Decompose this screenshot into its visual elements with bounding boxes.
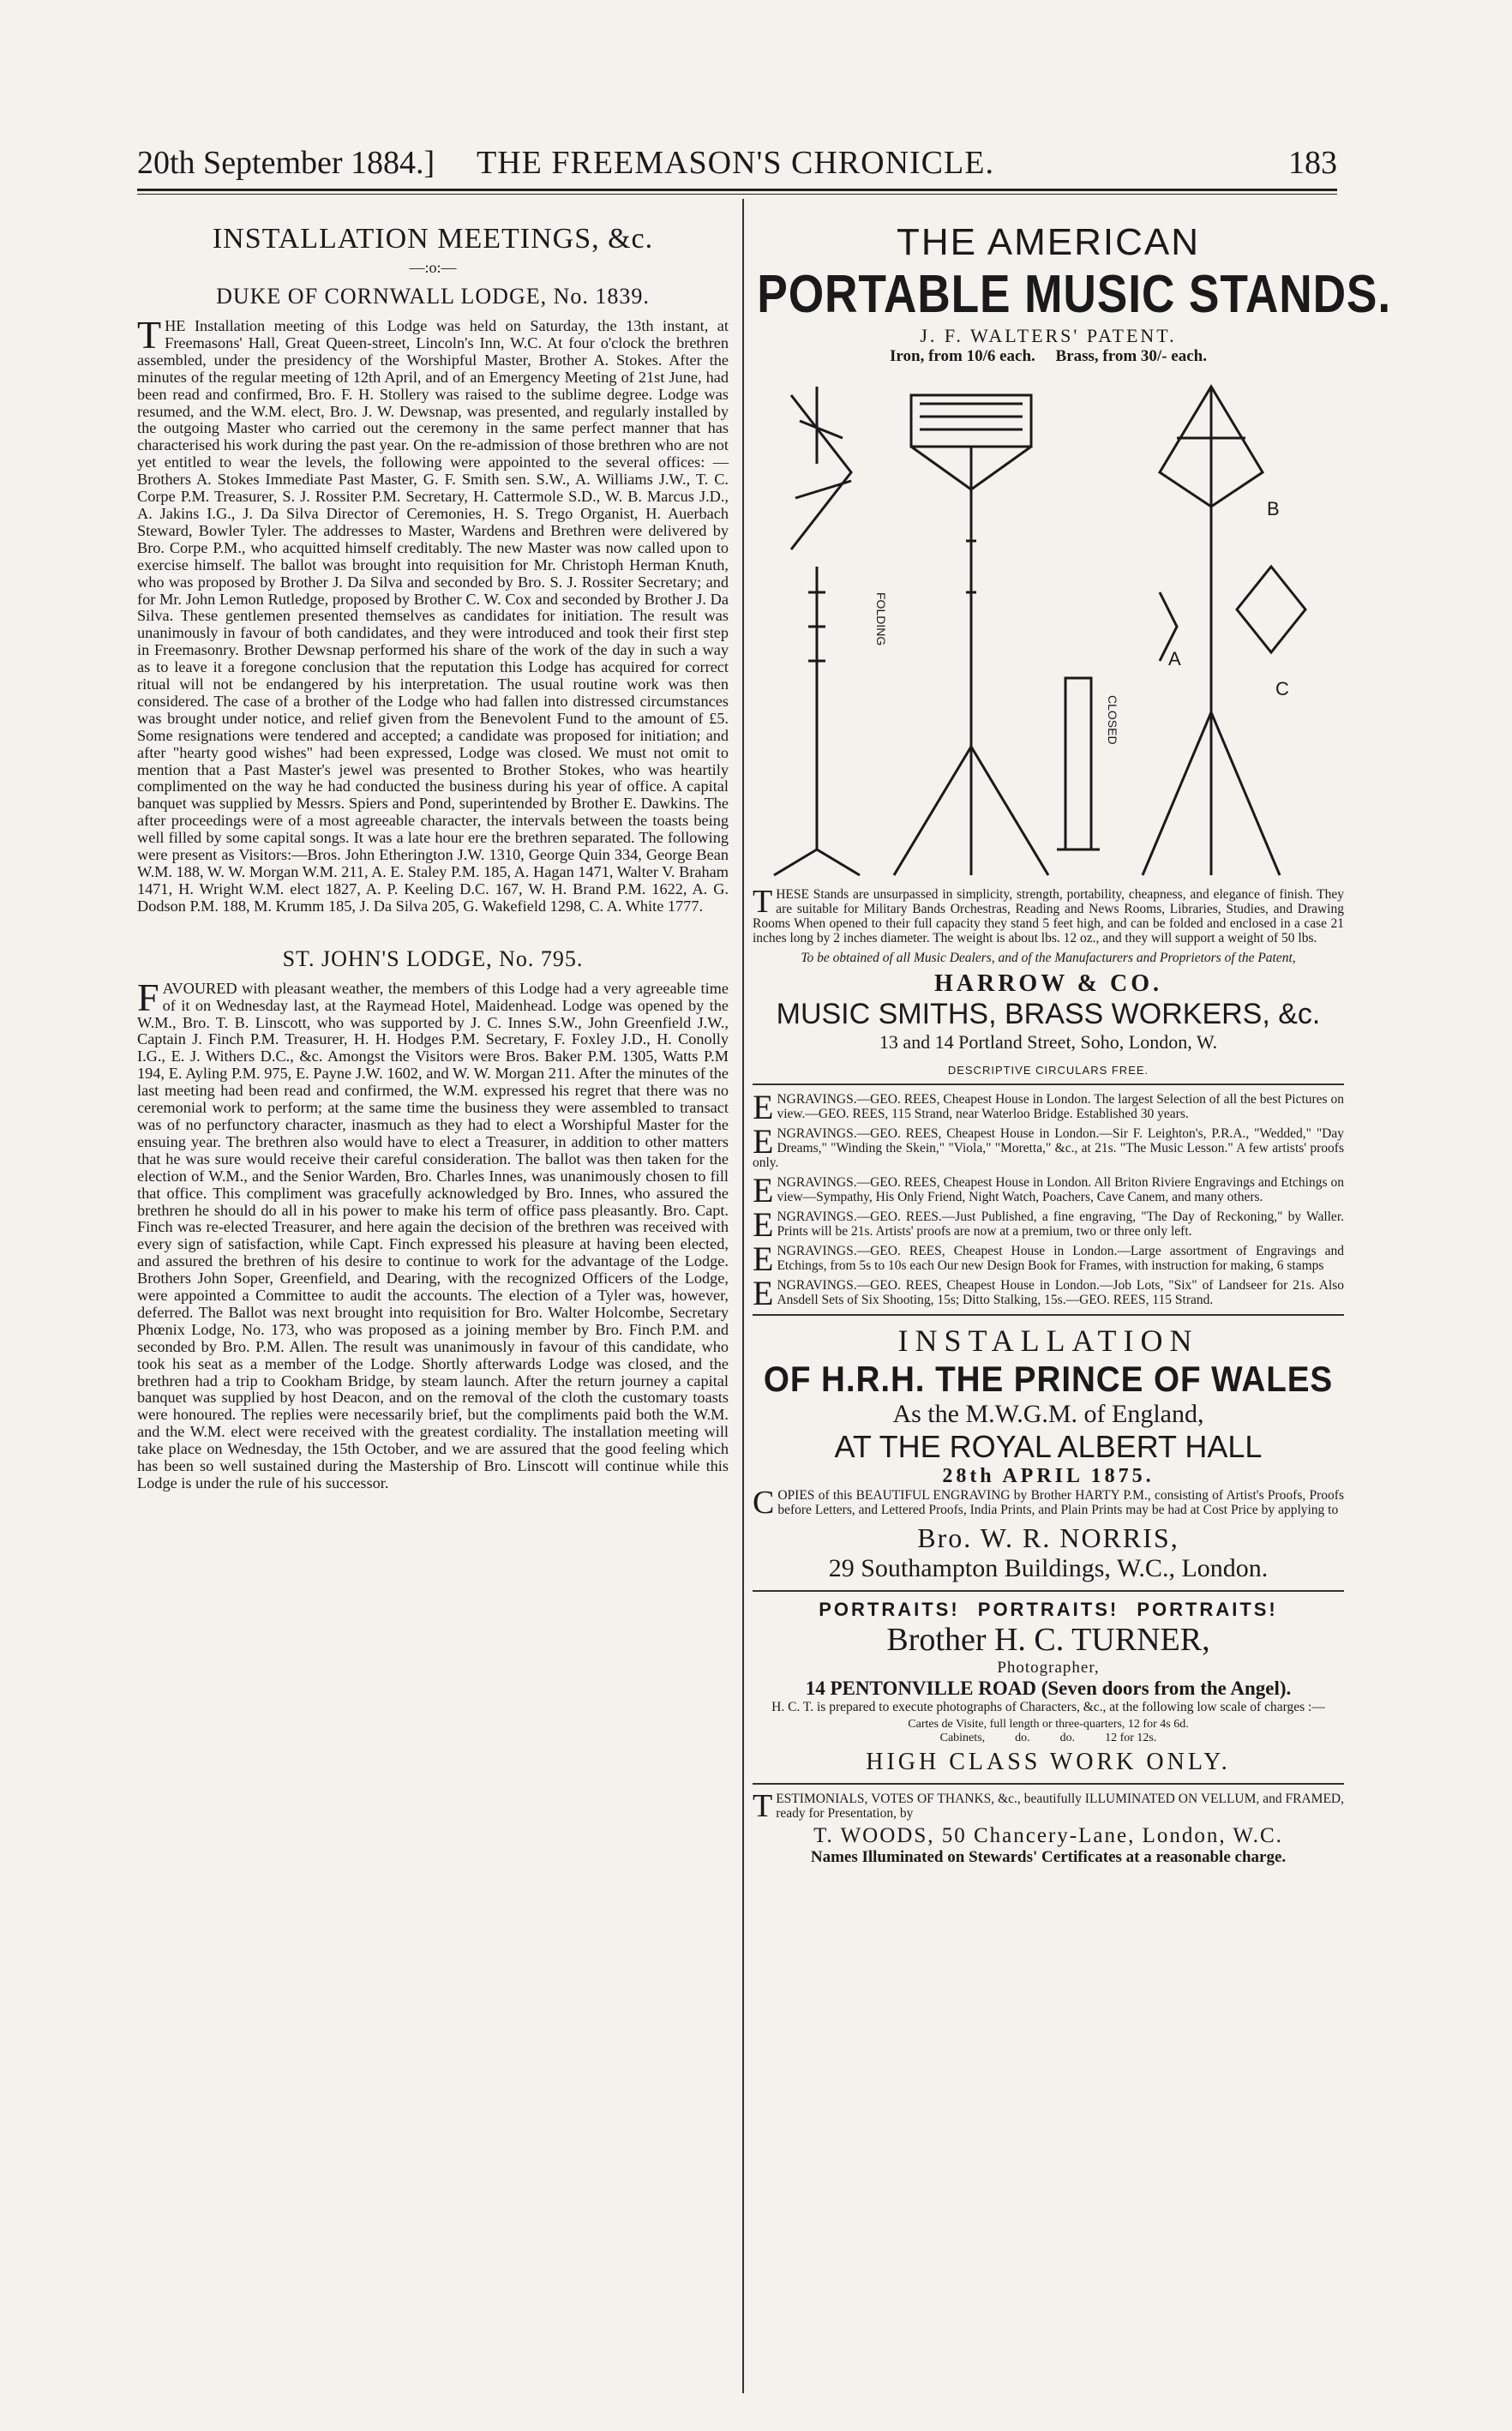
article-body <box>137 313 729 915</box>
drop-cap: E <box>753 1205 774 1244</box>
advert-text: NGRAVINGS.—GEO. REES.—Just Published, a fine engraving, "The Day of Reckoning," by Waller. Prints will be 21s. Artists' proofs are now at a premium, two or three only left. <box>777 1209 1344 1239</box>
right-stand-drawing <box>1143 387 1305 875</box>
section-title: INSTALLATION MEETINGS, &c. <box>212 223 654 255</box>
advert-divider <box>753 1083 1344 1085</box>
advert-divider <box>753 1783 1344 1785</box>
advert-headline: PORTABLE MUSIC STANDS. <box>757 265 1392 324</box>
left-column <box>137 223 729 1492</box>
page-number: 183 <box>1288 145 1337 181</box>
drop-cap: T <box>753 1788 773 1824</box>
advert-text: NGRAVINGS.—GEO. REES, Cheapest House in London.—Job Lots, "Six" of Landseer for 21s. Also Ansdell Sets of Six Shooting, 15s; Ditto Stalking, 15s.—GEO. REES, 115 Strand. <box>777 1278 1344 1307</box>
stand-label-c: C <box>1275 678 1289 699</box>
charges-intro: H. C. T. is prepared to execute photographs of Characters, &c., at the following low scale of charges :— <box>771 1700 1325 1714</box>
music-stands-advert <box>753 221 1392 1077</box>
obtain-note: To be obtained of all Music Dealers, and of the Manufacturers and Proprietors of the Patent, <box>801 951 1296 965</box>
price-row: Cabinets, do. do. 12 for 12s. <box>939 1732 1157 1744</box>
advert-divider <box>753 1314 1344 1316</box>
header-rule <box>137 189 1337 191</box>
stand-label-b: B <box>1267 498 1280 519</box>
patent-line: J. F. WALTERS' PATENT. <box>920 325 1177 346</box>
advert-text: NGRAVINGS.—GEO. REES, Cheapest House in London.—Sir F. Leighton's, P.R.A., "Wedded," "Day Dreams," "Winding the Skein," "Viola," "Moretta," &c., at 21s. "The Music Lesson." A few artists' proofs only. <box>753 1126 1344 1170</box>
article-body <box>137 975 729 1492</box>
header-rule-thin <box>137 194 1337 195</box>
engraving-advert <box>753 1205 1344 1244</box>
separator: —:o:— <box>409 259 457 276</box>
drop-cap: E <box>753 1171 774 1209</box>
engraving-advert <box>753 1274 1344 1312</box>
seller-address: 29 Southampton Buildings, W.C., London. <box>828 1554 1269 1582</box>
article-text: HE Installation meeting of this Lodge was held on Saturday, the 13th instant, at Freemasons' Hall, Great Queen-street, Lincoln's Inn, W.C. At four o'clock the brethren assembled, under the presidency of the Worshipful Master, Brother A. Stokes. After the minutes of the regular meeting of 12th April, and of an Emergency Meeting of 21st June, had been read and confirmed, Bro. F. H. Stollery was raised to the sublime degree. Lodge was resumed, and the W.M. elect, Bro. J. W. Dewsnap, was presented, and regularly installed by the outgoing Master who carried out the ceremony in the same perfect manner that has characterised his work during the past year. On the re-admission of those brethren who are not yet entitled to wear the levels, the following were appointed to the several offices: — Brothers A. Stokes Immediate Past Master, G. F. Smith sen. S.W., A. Williams J.W., T. C. Corpe P.M. Treasurer, S. J. Rossiter P.M. Secretary, H. Cattermole S.D., W. B. Marcus J.D., A. Jakins I.G., J. Da Silva Director of Ceremonies, H. S. Trego Organist, H. Auerbach Steward, Bowler Tyler. The addresses to Master, Wardens and Brethren were delivered by Bro. Corpe P.M., who acquitted himself creditably. The new Master was now called upon to exercise himself. The ballot was brought into requisition for Mr. Christoph Herman Knuth, who was proposed by Brother J. Da Silva and seconded by Bro. S. J. Rossiter Secretary; and for Mr. John Lemon Rutledge, proposed by Brother C. W. Cox and seconded by Brother J. Da Silva. These gentlemen presented themselves as candidates for initiation. The result was unanimously in favour of both candidates, and they were introduced and took their first step in Freemasonry. Brother Dewsnap performed his share of the work of the day in such a way as to leave it a foregone conclusion that the reputation this Lodge has acquired for correct ritual will not be endangered by his interpretation. The usual routine work was then considered. The case of a brother of the Lodge who had fallen into distressed circumstances was brought under notice, and relief given from the Benevolent Fund to the amount of £5. Some resignations were tendered and accepted; a candidate was proposed for initiation; and after "hearty good wishes" had been expressed, Lodge was closed. We must not omit to mention that a Past Master's jewel was presented to Brother Stokes, who was heartily complimented on the way he had conducted the business during his year of office. A capital banquet was supplied by Messrs. Spiers and Pond, superintended by Brother E. Dawkins. The after proceedings were of a most agreeable character, the intervals between the toasts being well filled by some capital songs. It was a late hour ere the brethren separated. The following were present as Visitors:—Bros. John Etherington J.W. 1310, George Quin 334, George Bean W.M. 188, W. W. Morgan W.M. 211, A. E. Staley P.M. 185, A. Hagan 1471, Walter V. Braham 1471, H. Wright W.M. elect 1827, A. P. Keeling D.C. 167, W. H. Brand P.M. 1622, A. G. Dodson P.M. 188, M. Krumm 185, J. Da Silva 205, G. Wakefield 1298, C. A. White 1777. <box>137 317 729 915</box>
publication-title: THE FREEMASON'S CHRONICLE. <box>477 145 994 181</box>
stand-label-a: A <box>1168 648 1181 669</box>
right-column <box>753 221 1392 1867</box>
advert-subheading: As the M.W.G.M. of England, <box>892 1400 1204 1428</box>
stand-description <box>753 884 1344 945</box>
illuminator-tagline: Names Illuminated on Stewards' Certificates at a reasonable charge. <box>810 1848 1287 1866</box>
advert-heading: INSTALLATION <box>897 1324 1199 1358</box>
portraits-advert <box>753 1599 1344 1776</box>
article-title: ST. JOHN'S LODGE, No. 795. <box>282 945 584 971</box>
engraving-advert <box>753 1171 1344 1209</box>
engraving-advert <box>753 1122 1344 1170</box>
photographer-role: Photographer, <box>997 1659 1100 1677</box>
article-text: AVOURED with pleasant weather, the members of this Lodge had a very agreeable time of it on Wednesday last, at the Raymead Hotel, Maidenhead. Lodge was opened by the W.M., Bro. T. B. Linscott, who was supported by J. C. Innes S.W., John Greenfield J.W., Captain J. Finch P.M. Treasurer, H. H. Hodges P.M. Secretary, F. Foxley J.D., H. Conolly I.G., E. J. Withers D.C., &c. Amongst the Visitors were Bros. Baker P.M. 1305, Watts P.M 194, E. Ayling P.M. 975, E. Payne J.W. 1602, and W. W. Morgan 211. After the minutes of the last meeting had been read and confirmed, the W.M. expressed his regret that there was no ceremonial work to perform; at the same time the business they were assembled to transact was of no perfunctory character, inasmuch as they had to elect a Worshipful Master for the ensuing year. The brethren also would have to elect a Treasurer, in addition to other matters that he was sure would receive their careful consideration. The ballot was then taken for the election of W.M., and the Senior Warden, Bro. Charles Innes, was unanimously chosen to fill that office. This compliment was gracefully acknowledged by Bro. Innes, who assured the brethren he should do all in his power to make his term of office pass pleasantly. Bro. Capt. Finch was re-elected Treasurer, and here again the decision of the brethren was received with every sign of satisfaction, while Capt. Finch expressed his pleasure at having been elected, and assured the brethren of his desire to continue to work for the advantage of the Lodge. Brothers John Soper, Greenfield, and Dearing, with the recognized Officers of the Lodge, were appointed a Committee to audit the accounts. The election of a Tyler was, however, deferred. The Ballot was next brought into requisition for Bro. Walter Holcombe, Secretary Phœnix Lodge, No. 173, who was proposed as a joining member by Bro. Finch P.M. and seconded by Bro. P.M. Allen. The result was unanimously in favour of this candidate, who took his seat as a member of the Lodge. Shortly afterwards Lodge was closed, and the brethren had a trip to Cookham Bridge, by steam launch. After the return journey a capital banquet was supplied by host Deacon, and on the removal of the cloth the customary toasts were honoured. The replies were necessarily brief, but the compliments paid both the W.M. and the W.M. elect were received with the greatest cordiality. The installation meeting will take place on Wednesday, the 15th October, and we are assured that the good feeling which has been so well sustained during the Mastership of Bro. Linscott will continue while this Lodge is under the rule of his successor. <box>137 979 729 1492</box>
issue-date: 20th September 1884.] <box>137 145 435 181</box>
drop-cap: F <box>137 975 159 1019</box>
music-stand-illustration <box>757 369 1340 884</box>
photographer-name: Brother H. C. TURNER, <box>886 1622 1210 1658</box>
drop-cap: E <box>753 1240 774 1278</box>
firm-address: 13 and 14 Portland Street, Soho, London, W. <box>879 1031 1218 1053</box>
firm-trade: MUSIC SMITHS, BRASS WORKERS, &c. <box>776 998 1321 1030</box>
testimonials-text <box>753 1788 1344 1824</box>
drop-cap: T <box>753 884 773 920</box>
folded-stand-drawing <box>774 387 860 875</box>
advert-headline: OF H.R.H. THE PRINCE OF WALES <box>763 1359 1334 1399</box>
advert-text: NGRAVINGS.—GEO. REES, Cheapest House in London.—Large assortment of Engravings and Etchings, from 5s to 10s each Our new Design Book for Frames, with instruction for making, 6 stamps <box>777 1244 1344 1273</box>
article-title: DUKE OF CORNWALL LODGE, No. 1839. <box>216 284 650 309</box>
engravings-adverts <box>753 1088 1344 1312</box>
drop-cap: C <box>753 1485 775 1521</box>
folding-label: FOLDING <box>874 592 888 646</box>
testimonials-body: ESTIMONIALS, VOTES OF THANKS, &c., beautifully ILLUMINATED ON VELLUM, and FRAMED, ready for Presentation, by <box>776 1792 1344 1821</box>
venue-line: AT THE ROYAL ALBERT HALL <box>834 1429 1263 1464</box>
drop-cap: E <box>753 1088 774 1126</box>
circulars-note: DESCRIPTIVE CIRCULARS FREE. <box>947 1064 1149 1077</box>
drop-cap: E <box>753 1274 774 1312</box>
illuminator-address: T. WOODS, 50 Chancery-Lane, London, W.C. <box>813 1824 1283 1847</box>
open-stand-drawing <box>894 395 1048 875</box>
price-line: Iron, from 10/6 each. Brass, from 30/- each. <box>890 347 1207 365</box>
drop-cap: E <box>753 1122 774 1161</box>
advert-text: NGRAVINGS.—GEO. REES, Cheapest House in London. The largest Selection of all the best Pictures on view.—GEO. REES, 115 Strand, near Waterloo Bridge. Established 30 years. <box>777 1092 1344 1121</box>
running-head <box>137 144 1337 182</box>
firm-name: HARROW & CO. <box>933 970 1163 997</box>
price-row: Cartes de Visite, full length or three-quarters, 12 for 4s 6d. <box>908 1718 1189 1731</box>
advert-headline: PORTRAITS! PORTRAITS! PORTRAITS! <box>819 1599 1278 1620</box>
description-text: HESE Stands are unsurpassed in simplicity, strength, portability, cheapness, and elegance of finish. They are suitable for Military Bands Orchestras, Reading and News Rooms, Libraries, Studies, and Drawing Rooms When opened to their full capacity they stand 5 feet high, and can be folded and enclosed in a case 21 inches long by 2 inches diameter. The weight is about lbs. 12 oz., and they will support a weight of 50 lbs. <box>753 887 1344 945</box>
studio-address: 14 PENTONVILLE ROAD (Seven doors from the Angel). <box>805 1678 1292 1699</box>
column-rule <box>742 199 744 2393</box>
closed-label: CLOSED <box>1106 695 1119 745</box>
drop-cap: T <box>137 313 162 357</box>
event-date: 28th APRIL 1875. <box>942 1465 1155 1487</box>
copies-body: OPIES of this BEAUTIFUL ENGRAVING by Brother HARTY P.M., consisting of Artist's Proofs, Proofs before Letters, and Lettered Proofs, India Prints, and Plain Prints may be had at Cost Price by applying to <box>777 1488 1344 1517</box>
quality-line: HIGH CLASS WORK ONLY. <box>866 1749 1231 1775</box>
closed-case-drawing <box>1057 678 1100 849</box>
installation-advert <box>753 1323 1344 1583</box>
copies-text <box>753 1485 1344 1521</box>
advert-text: NGRAVINGS.—GEO. REES, Cheapest House in London. All Briton Riviere Engravings and Etchings on view—Sympathy, His Only Friend, Night Watch, Poachers, Cave Canem, and many others. <box>777 1175 1344 1204</box>
advert-heading: THE AMERICAN <box>896 221 1201 263</box>
testimonials-advert <box>753 1788 1344 1867</box>
engraving-advert <box>753 1240 1344 1278</box>
seller-name: Bro. W. R. NORRIS, <box>917 1522 1179 1553</box>
advert-divider <box>753 1590 1344 1592</box>
engraving-advert <box>753 1088 1344 1126</box>
